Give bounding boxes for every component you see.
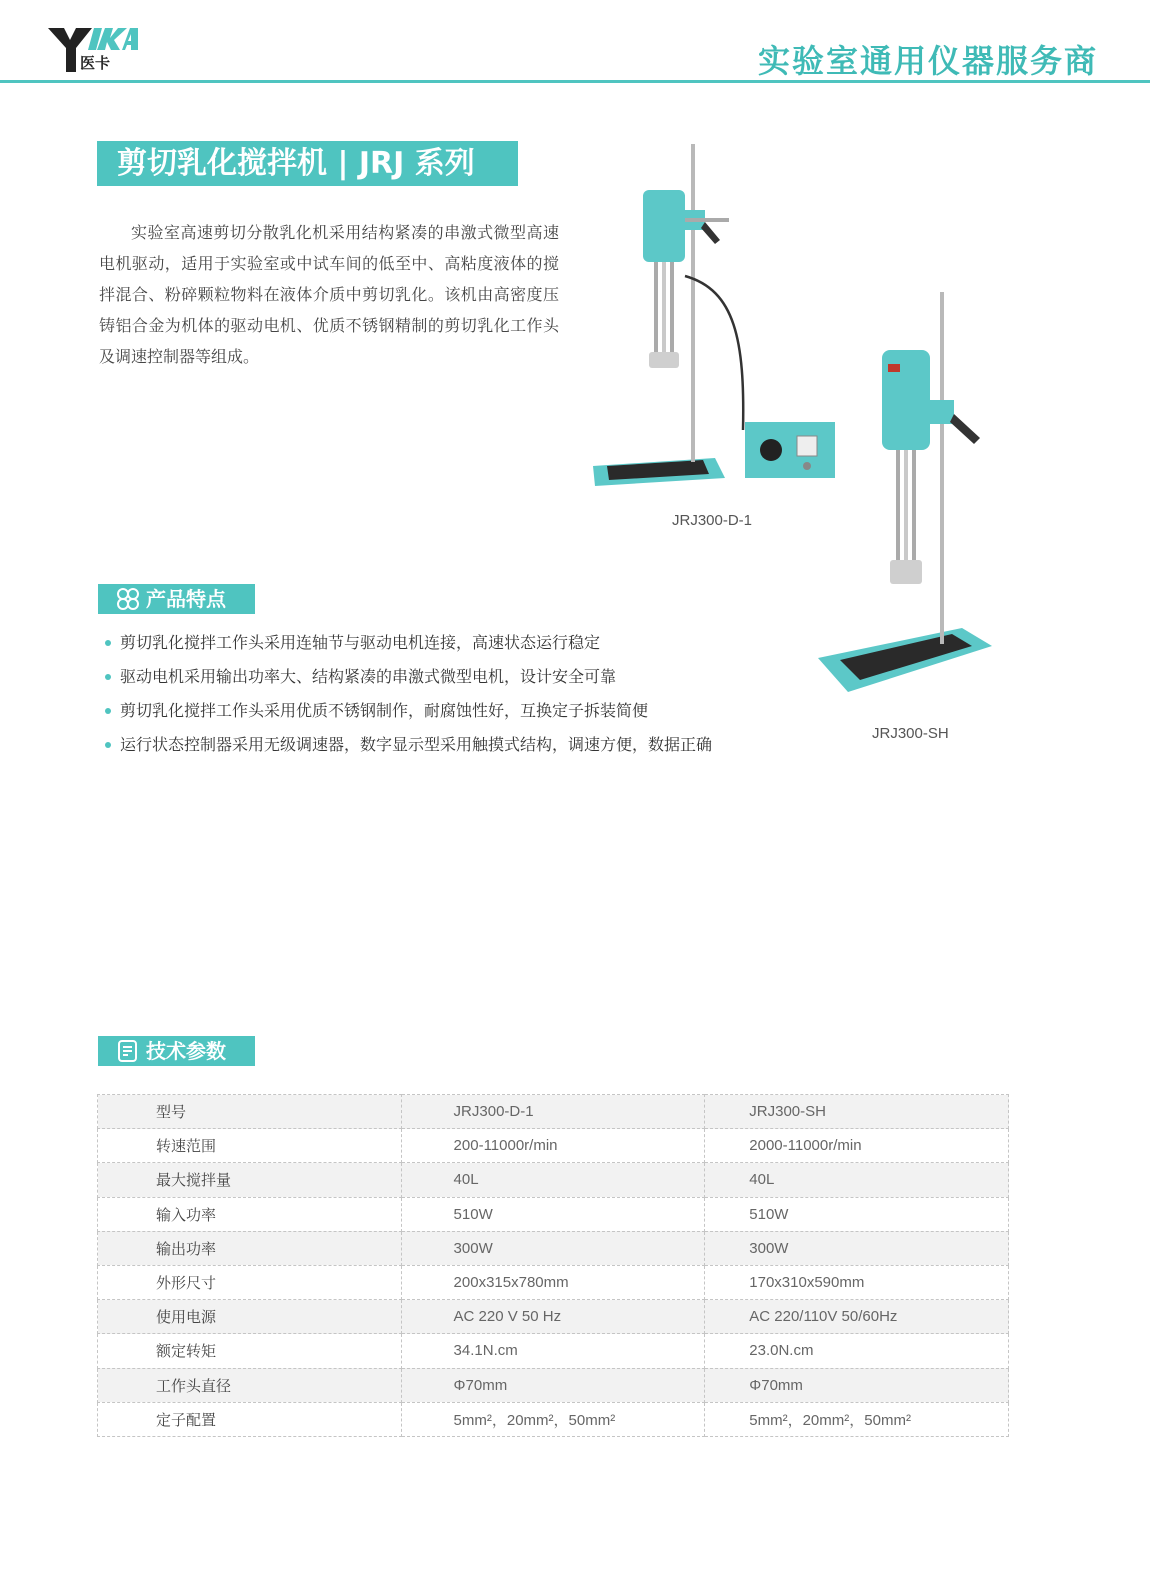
spec-value-cell: AC 220 V 50 Hz [401, 1300, 705, 1334]
table-row [98, 1197, 1009, 1231]
feature-item: 剪切乳化搅拌工作头采用连轴节与驱动电机连接，高速状态运行稳定 [103, 632, 713, 653]
spec-value-cell: 5mm²，20mm²，50mm² [401, 1402, 705, 1436]
table-row [98, 1300, 1009, 1334]
bullet-icon [105, 640, 111, 646]
product-caption-2: JRJ300-SH [872, 725, 949, 742]
feature-item: 驱动电机采用输出功率大、结构紧凑的串激式微型电机，设计安全可靠 [103, 666, 713, 687]
spec-label-cell: 外形尺寸 [98, 1265, 402, 1299]
spec-value-cell: 2000-11000r/min [705, 1129, 1009, 1163]
header-divider [0, 80, 1150, 83]
bullet-icon [105, 708, 111, 714]
spec-value-cell: 34.1N.cm [401, 1334, 705, 1368]
spec-value-cell: 510W [401, 1197, 705, 1231]
spec-value-cell: JRJ300-SH [705, 1095, 1009, 1129]
spec-table [97, 1094, 1009, 1437]
bullet-icon [105, 674, 111, 680]
spec-value-cell: 200x315x780mm [401, 1265, 705, 1299]
spec-value-cell: Φ70mm [401, 1368, 705, 1402]
grid-icon [116, 587, 140, 611]
spec-value-cell: 23.0N.cm [705, 1334, 1009, 1368]
table-row [98, 1265, 1009, 1299]
header-slogan: 实验室通用仪器服务商 [757, 42, 1098, 80]
table-row [98, 1095, 1009, 1129]
features-list [103, 632, 713, 768]
product-image-jrj300-d-1 [585, 140, 845, 495]
page-header [0, 0, 1150, 84]
spec-value-cell: 200-11000r/min [401, 1129, 705, 1163]
table-row [98, 1402, 1009, 1436]
document-icon [116, 1039, 140, 1063]
specs-heading-label: 技术参数 [146, 1039, 226, 1063]
spec-label-cell: 工作头直径 [98, 1368, 402, 1402]
bullet-icon [105, 742, 111, 748]
spec-label-cell: 型号 [98, 1095, 402, 1129]
spec-label-cell: 转速范围 [98, 1129, 402, 1163]
spec-value-cell: 300W [705, 1231, 1009, 1265]
table-row [98, 1231, 1009, 1265]
feature-item: 剪切乳化搅拌工作头采用优质不锈钢制作，耐腐蚀性好，互换定子拆装简便 [103, 700, 713, 721]
spec-value-cell: 5mm²，20mm²，50mm² [705, 1402, 1009, 1436]
spec-label-cell: 定子配置 [98, 1402, 402, 1436]
spec-label-cell: 输入功率 [98, 1197, 402, 1231]
intro-paragraph: 实验室高速剪切分散乳化机采用结构紧凑的串激式微型高速电机驱动，适用于实验室或中试车间的低至中、高粘度液体的搅拌混合、粉碎颗粒物料在液体介质中剪切乳化。该机由高密度压铸铝合金为机体的驱动电机、优质不锈钢精制的剪切乳化工作头及调速控制器等组成。 [99, 223, 559, 366]
spec-value-cell: 40L [705, 1163, 1009, 1197]
spec-value-cell: 510W [705, 1197, 1009, 1231]
spec-label-cell: 额定转矩 [98, 1334, 402, 1368]
page-title: 剪切乳化搅拌机 | JRJ 系列 [97, 141, 518, 186]
spec-value-cell: 40L [401, 1163, 705, 1197]
product-image-jrj300-sh [812, 288, 1012, 700]
table-row [98, 1129, 1009, 1163]
table-row [98, 1368, 1009, 1402]
spec-value-cell: 170x310x590mm [705, 1265, 1009, 1299]
logo-text: 医卡 [80, 54, 111, 72]
specs-heading [98, 1036, 255, 1066]
spec-value-cell: Φ70mm [705, 1368, 1009, 1402]
features-heading-label: 产品特点 [146, 587, 226, 611]
spec-label-cell: 输出功率 [98, 1231, 402, 1265]
feature-item: 运行状态控制器采用无级调速器，数字显示型采用触摸式结构，调速方便，数据正确 [103, 734, 713, 755]
spec-label-cell: 使用电源 [98, 1300, 402, 1334]
table-row [98, 1163, 1009, 1197]
spec-value-cell: JRJ300-D-1 [401, 1095, 705, 1129]
spec-value-cell: AC 220/110V 50/60Hz [705, 1300, 1009, 1334]
table-row [98, 1334, 1009, 1368]
spec-label-cell: 最大搅拌量 [98, 1163, 402, 1197]
product-caption-1: JRJ300-D-1 [672, 512, 753, 529]
features-heading [98, 584, 255, 614]
spec-value-cell: 300W [401, 1231, 705, 1265]
